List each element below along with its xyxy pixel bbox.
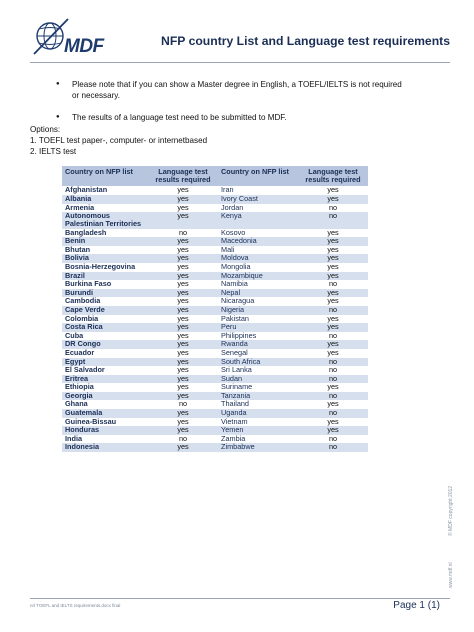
- cell-country: Ecuador: [65, 347, 95, 357]
- cell-required: yes: [177, 296, 189, 306]
- cell-country-2: Iran: [221, 185, 234, 195]
- cell-country: Indonesia: [62, 443, 148, 452]
- cell-required: yes: [177, 365, 189, 375]
- cell-required: yes: [177, 416, 189, 426]
- cell-country: Georgia: [62, 392, 148, 401]
- table-row: [62, 229, 368, 238]
- cell-country: Burundi: [62, 289, 148, 298]
- cell-country-2: Namibia: [221, 279, 248, 289]
- cell-country-2: Nepal: [218, 289, 298, 298]
- table-row: [62, 426, 368, 435]
- footer-divider: [30, 598, 450, 599]
- cell-required: yes: [148, 375, 218, 384]
- cell-country: Guinea-Bissau: [65, 416, 117, 426]
- table-row: [62, 340, 368, 349]
- cell-required-2: no: [328, 365, 338, 375]
- cell-required-2: no: [328, 330, 338, 340]
- table-row: [62, 280, 368, 289]
- cell-required-2: yes: [327, 296, 339, 306]
- table-row: [62, 297, 368, 306]
- cell-required: yes: [177, 382, 189, 392]
- cell-required-2: yes: [327, 347, 339, 357]
- table-row: [62, 263, 368, 272]
- cell-required-2: yes: [298, 272, 368, 281]
- cell-required: yes: [148, 289, 218, 298]
- page-number: Page 1 (1): [393, 600, 440, 611]
- cell-required: no: [178, 433, 188, 443]
- options-block: [30, 124, 207, 157]
- country-requirements-table: [62, 166, 368, 452]
- cell-required: yes: [148, 409, 218, 418]
- cell-required: yes: [177, 330, 189, 340]
- website-text: www.mdf.nl: [448, 562, 454, 588]
- cell-required-2: no: [328, 279, 338, 289]
- cell-required: yes: [177, 244, 189, 254]
- note-submit-results: ● The results of a language test need to be submitted to MDF.: [72, 112, 402, 123]
- table-header-row: [62, 166, 368, 186]
- table-row: [62, 443, 368, 452]
- cell-required-2: yes: [327, 382, 339, 392]
- cell-required: yes: [148, 426, 218, 435]
- column-header-required-2: Language test results required: [298, 166, 368, 186]
- cell-required-2: yes: [327, 313, 339, 323]
- cell-required: yes: [148, 237, 218, 246]
- cell-country: Eritrea: [62, 375, 148, 384]
- cell-required: no: [178, 227, 188, 237]
- cell-required-2: no: [328, 433, 338, 443]
- cell-country-2: South Africa: [218, 358, 298, 367]
- cell-country: Bolivia: [62, 254, 148, 263]
- header-divider: [30, 62, 450, 63]
- cell-required-2: yes: [327, 244, 339, 254]
- cell-country-2: Zambia: [221, 433, 246, 443]
- cell-required-2: yes: [327, 399, 339, 409]
- cell-required: yes: [148, 358, 218, 367]
- cell-required-2: yes: [327, 185, 339, 195]
- cell-required: yes: [177, 279, 189, 289]
- column-header-required: Language test results required: [148, 166, 218, 186]
- cell-required-2: yes: [298, 237, 368, 246]
- table-row: [62, 237, 368, 246]
- cell-required: yes: [148, 323, 218, 332]
- cell-country: Costa Rica: [62, 323, 148, 332]
- cell-required: no: [178, 399, 188, 409]
- cell-country-2: Ivory Coast: [218, 195, 298, 204]
- cell-country: Burkina Faso: [65, 279, 112, 289]
- copyright-text: © MDF copyright 2012: [448, 485, 454, 536]
- cell-country: Benin: [62, 237, 148, 246]
- cell-country: Egypt: [62, 358, 148, 367]
- cell-required-2: yes: [327, 261, 339, 271]
- cell-required: yes: [148, 272, 218, 281]
- table-row: [62, 349, 368, 358]
- cell-country: Guatemala: [62, 409, 148, 418]
- cell-required-2: no: [298, 358, 368, 367]
- cell-country: Bosnia-Herzegovina: [65, 261, 136, 271]
- cell-required: yes: [148, 212, 218, 228]
- table-row: [62, 306, 368, 315]
- table-row: [62, 418, 368, 427]
- table-row: [62, 435, 368, 444]
- cell-required-2: no: [298, 443, 368, 452]
- cell-required-2: no: [298, 306, 368, 315]
- cell-country-2: Moldova: [218, 254, 298, 263]
- cell-country: Cambodia: [65, 296, 101, 306]
- table-row: [62, 186, 368, 195]
- table-row: [62, 323, 368, 332]
- cell-country-2: Uganda: [218, 409, 298, 418]
- cell-country: Cuba: [65, 330, 84, 340]
- cell-country: Autonomous Palestinian Territories: [62, 212, 148, 228]
- cell-country-2: Macedonia: [218, 237, 298, 246]
- cell-country-2: Yemen: [218, 426, 298, 435]
- table-row: [62, 315, 368, 324]
- cell-country-2: Sudan: [218, 375, 298, 384]
- cell-required: yes: [177, 202, 189, 212]
- cell-country: DR Congo: [62, 340, 148, 349]
- cell-required: yes: [148, 195, 218, 204]
- cell-country: Colombia: [65, 313, 99, 323]
- cell-country: Armenia: [65, 202, 95, 212]
- cell-required: yes: [177, 313, 189, 323]
- cell-required-2: yes: [298, 289, 368, 298]
- cell-required: yes: [148, 254, 218, 263]
- cell-required-2: yes: [298, 195, 368, 204]
- cell-required-2: yes: [298, 340, 368, 349]
- table-row: [62, 212, 368, 228]
- table-row: [62, 392, 368, 401]
- cell-country: El Salvador: [65, 365, 105, 375]
- cell-required-2: no: [328, 202, 338, 212]
- cell-country-2: Zimbabwe: [218, 443, 298, 452]
- page-header: [30, 16, 450, 60]
- cell-required: yes: [148, 392, 218, 401]
- cell-country-2: Pakistan: [221, 313, 249, 323]
- cell-country-2: Sri Lanka: [221, 365, 252, 375]
- table-row: [62, 358, 368, 367]
- cell-required-2: yes: [327, 416, 339, 426]
- cell-country-2: Nigeria: [218, 306, 298, 315]
- cell-required: yes: [148, 340, 218, 349]
- cell-required: yes: [148, 306, 218, 315]
- cell-country-2: Rwanda: [218, 340, 298, 349]
- cell-country-2: Peru: [218, 323, 298, 332]
- table-row: [62, 400, 368, 409]
- cell-required: yes: [148, 443, 218, 452]
- cell-country-2: Kosovo: [221, 227, 246, 237]
- table-body: [62, 186, 368, 452]
- cell-required: yes: [177, 347, 189, 357]
- cell-required-2: yes: [327, 227, 339, 237]
- side-margin-text: [446, 470, 456, 590]
- table-row: [62, 366, 368, 375]
- table-row: [62, 289, 368, 298]
- document-title: NFP country List and Language test requirements: [161, 34, 450, 48]
- column-header-country: Country on NFP list: [62, 166, 148, 186]
- cell-country: Ghana: [65, 399, 88, 409]
- cell-country-2: Nicaragua: [221, 296, 255, 306]
- cell-country-2: Mali: [221, 244, 235, 254]
- cell-required-2: yes: [298, 254, 368, 263]
- note-master-degree: ● Please note that if you can show a Master degree in English, a TOEFL/IELTS is not required or necessary.: [72, 79, 402, 101]
- cell-country: Honduras: [62, 426, 148, 435]
- cell-country: India: [65, 433, 83, 443]
- cell-country: Ethiopia: [65, 382, 94, 392]
- footer-filename: nrl TOEFL and IELTS requirements.docx final: [30, 603, 121, 608]
- cell-required: yes: [177, 261, 189, 271]
- cell-required-2: no: [298, 392, 368, 401]
- table-row: [62, 375, 368, 384]
- cell-country-2: Thailand: [221, 399, 249, 409]
- logo-text: MDF: [64, 36, 104, 57]
- cell-required-2: no: [298, 212, 368, 228]
- cell-country: Brazil: [62, 272, 148, 281]
- cell-country-2: Suriname: [221, 382, 253, 392]
- cell-required-2: yes: [298, 323, 368, 332]
- cell-required-2: no: [298, 409, 368, 418]
- cell-country: Afghanistan: [65, 185, 108, 195]
- option-ielts: 2. IELTS test: [30, 147, 77, 156]
- cell-country-2: Kenya: [218, 212, 298, 228]
- cell-country: Bangladesh: [65, 227, 107, 237]
- cell-country-2: Jordan: [221, 202, 244, 212]
- cell-country: Cape Verde: [62, 306, 148, 315]
- cell-required: yes: [177, 185, 189, 195]
- table-row: [62, 195, 368, 204]
- cell-country: Albania: [62, 195, 148, 204]
- table-row: [62, 332, 368, 341]
- cell-required-2: yes: [298, 426, 368, 435]
- cell-country: Bhutan: [65, 244, 91, 254]
- column-header-country-2: Country on NFP list: [218, 166, 298, 186]
- cell-country-2: Tanzania: [218, 392, 298, 401]
- table-row: [62, 383, 368, 392]
- table-row: [62, 246, 368, 255]
- cell-country-2: Senegal: [221, 347, 248, 357]
- cell-required-2: no: [298, 375, 368, 384]
- cell-country-2: Philippines: [221, 330, 257, 340]
- cell-country-2: Vietnam: [221, 416, 248, 426]
- option-toefl: 1. TOEFL test paper-, computer- or internetbased: [30, 136, 208, 145]
- cell-country-2: Mongolia: [221, 261, 251, 271]
- options-heading: Options:: [30, 125, 61, 134]
- cell-country-2: Mozambique: [218, 272, 298, 281]
